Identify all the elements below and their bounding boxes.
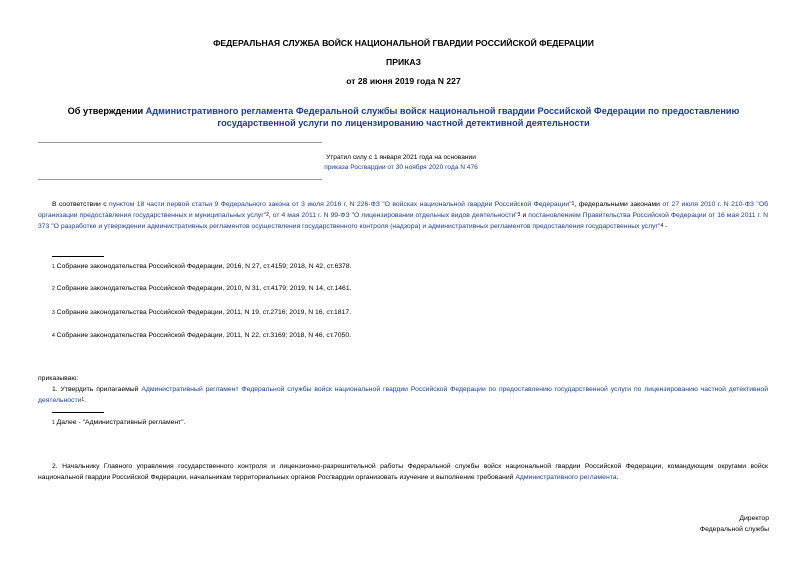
document-title [36, 105, 771, 129]
footnote-mark: 1 [52, 264, 55, 270]
regulation-link-2[interactable]: Административного регламента [515, 474, 617, 481]
footnote [52, 331, 351, 341]
footnote [52, 262, 352, 272]
repeal-status [200, 153, 602, 173]
footnote [52, 284, 352, 294]
document-date-number: от 28 июня 2019 года N 227 [346, 76, 461, 86]
preamble-text: и [520, 212, 529, 219]
footnote-mark: 1 [52, 420, 55, 426]
order-item-text: 2. Начальнику Главного управления государственного контроля и лицензионно-разрешительной работы Федеральной службы войск национальной гвардии Российской Федерации, командующим округами войск национальной гвардии Российской Федерации, начальникам территориальных органов Росгвардии организовать изучение и выполнение требований [38, 463, 768, 481]
footnote-ref[interactable]: 1 [81, 397, 85, 403]
document-type: ПРИКАЗ [386, 57, 421, 67]
agency-heading: ФЕДЕРАЛЬНАЯ СЛУЖБА ВОЙСК НАЦИОНАЛЬНОЙ ГВАРДИИ РОССИЙСКОЙ ФЕДЕРАЦИИ [213, 38, 594, 48]
divider-bottom [38, 179, 322, 180]
footnote-mark: 2 [52, 286, 55, 292]
signatory-position: Директор [739, 515, 769, 522]
title-prefix: Об утверждении [67, 106, 146, 116]
footnote-text: Собрание законодательства Российской Федерации, 2016, N 27, ст.4159; 2018, N 42, ст.6378. [56, 263, 352, 270]
footnote-separator [52, 256, 104, 257]
order-item-1 [38, 384, 768, 406]
footnote-text: Собрание законодательства Российской Федерации, 2011, N 19, ст.2716; 2019, N 16, ст.1817. [56, 309, 351, 316]
law-210-link[interactable]: от 27 июля 2010 г. N 210-ФЗ "Об организации предоставления государственных и муниципальных услуг" [38, 201, 768, 219]
order-item-2 [38, 461, 768, 483]
order-item-text: . [84, 397, 87, 404]
preamble-text: , [268, 212, 273, 219]
divider-top [38, 142, 322, 143]
law-226-link[interactable]: пунктом 18 части первой статьи 9 Федерального закона от 3 июля 2016 г. N 226-ФЗ "О войсках национальной гвардии Российской Федерации" [109, 201, 572, 208]
footnote [52, 308, 351, 318]
signatory-organization: Федеральной службы [699, 526, 769, 533]
footnote-separator [52, 412, 104, 413]
footnote-text: Собрание законодательства Российской Федерации, 2011, N 22, ст.3169; 2018, N 46, ст.7050. [56, 332, 351, 339]
preamble-paragraph [38, 199, 768, 232]
preamble-text: В соответствии с [52, 201, 110, 208]
footnote-ref[interactable]: 4 [660, 223, 664, 229]
preamble-text: - [663, 223, 668, 230]
law-99-link[interactable]: от 4 мая 2011 г. N 99-ФЗ "О лицензировании отдельных видов деятельности" [272, 212, 518, 219]
footnote-text: Далее - "Административный регламент". [56, 419, 186, 426]
order-item-text: 1. Утвердить прилагаемый [52, 386, 142, 393]
footnote-ref[interactable]: 1 [571, 201, 575, 207]
resolution-373-link[interactable]: постановлением Правительства Российской Федерации от 16 мая 2011 г. N 373 "О разработке и утверждении административных регламентов осуществления государственного контроля (надзора) и административных регламентов предоставления государственных услуг" [38, 212, 768, 230]
footnote-ref[interactable]: 3 [517, 212, 521, 218]
regulation-link[interactable]: Административный регламент Федеральной службы войск национальной гвардии Российской Федерации по предоставлению государственной услуги по лицензированию частной детективной деятельности [38, 386, 769, 404]
title-regulation-link[interactable]: Административного регламента Федеральной службы войск национальной гвардии Российской Федерации по предоставлению государственной услуги по лицензированию частной детективной деятельности [145, 106, 740, 128]
preamble-text: , федеральными законами [574, 201, 663, 208]
repeal-order-link[interactable]: приказа Росгвардии от 30 ноября 2020 года N 476 [324, 164, 478, 171]
order-lead: приказываю: [38, 375, 79, 382]
footnote-ref[interactable]: 2 [266, 212, 269, 218]
footnote-mark: 3 [52, 310, 55, 316]
footnote [52, 418, 186, 428]
footnote-text: Собрание законодательства Российской Федерации, 2010, N 31, ст.4179; 2019, N 14, ст.1461. [56, 285, 352, 292]
order-item-text: . [616, 474, 619, 481]
repeal-status-text: Утратил силу с 1 января 2021 года на основании [326, 154, 476, 161]
footnote-mark: 4 [52, 333, 55, 339]
